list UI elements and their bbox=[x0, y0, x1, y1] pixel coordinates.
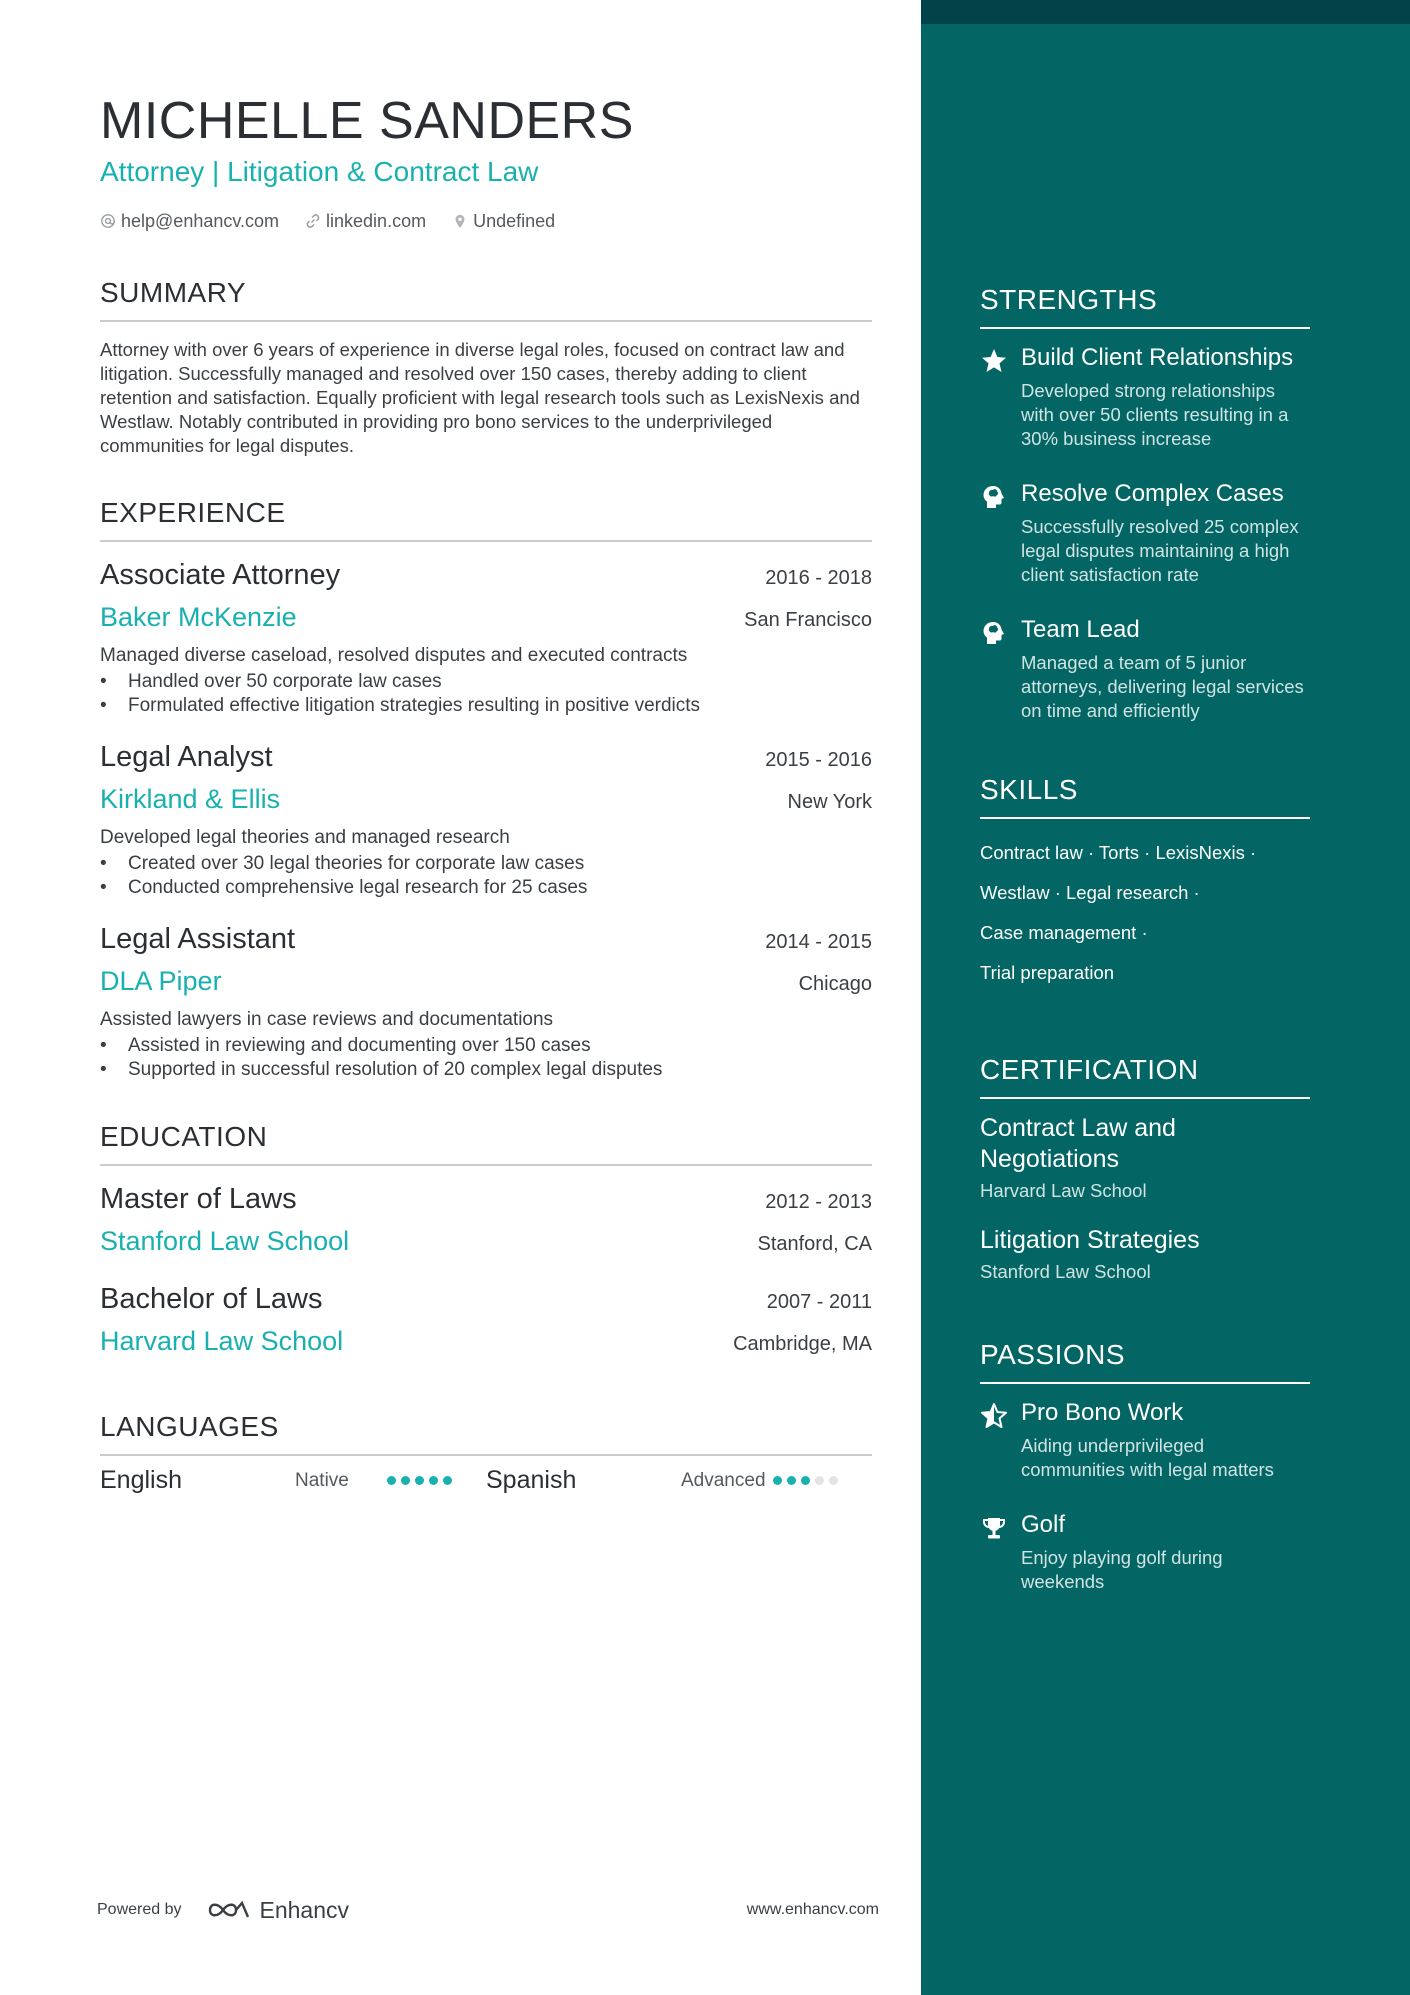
language-name: Spanish bbox=[486, 1466, 577, 1494]
strength-description: Developed strong relationships with over 50 clients resulting in a 30% business increase bbox=[1021, 380, 1289, 449]
degree-title: Master of Laws bbox=[100, 1183, 297, 1215]
passion-description: Enjoy playing golf during weekends bbox=[1021, 1547, 1223, 1592]
rating-dot-filled bbox=[443, 1476, 452, 1485]
job-dates: 2014 - 2015 bbox=[765, 931, 872, 953]
summary-section bbox=[100, 276, 872, 458]
powered-by-label: Powered by bbox=[97, 1901, 182, 1918]
rating-dot-empty bbox=[815, 1476, 824, 1485]
language-item bbox=[100, 1466, 486, 1495]
job-bullet: • Conducted comprehensive legal research for 25 cases bbox=[128, 876, 872, 900]
experience-section bbox=[100, 496, 872, 1082]
contact-location-text: Undefined bbox=[473, 211, 556, 231]
experience-title: EXPERIENCE bbox=[100, 496, 872, 542]
job-description: Managed diverse caseload, resolved disputes and executed contracts bbox=[100, 645, 688, 666]
job-entry bbox=[100, 920, 872, 1082]
language-level: Native bbox=[295, 1469, 349, 1491]
rating-dot-filled bbox=[387, 1476, 396, 1485]
location-pin-icon bbox=[452, 213, 468, 229]
job-company: Baker McKenzie bbox=[100, 602, 297, 632]
job-bullet: • Created over 30 legal theories for corporate law cases bbox=[128, 852, 872, 876]
rating-dot-filled bbox=[429, 1476, 438, 1485]
rating-dot-filled bbox=[401, 1476, 410, 1485]
school-name: Harvard Law School bbox=[100, 1326, 344, 1356]
contact-email[interactable] bbox=[100, 208, 279, 234]
language-name: English bbox=[100, 1466, 182, 1494]
certification-section bbox=[980, 1053, 1310, 1284]
skills-section bbox=[980, 773, 1310, 993]
education-title: EDUCATION bbox=[100, 1120, 872, 1166]
job-description: Developed legal theories and managed research bbox=[100, 827, 510, 848]
summary-title: SUMMARY bbox=[100, 276, 872, 322]
job-company: DLA Piper bbox=[100, 966, 222, 996]
sidebar-top-strip bbox=[921, 0, 1410, 24]
language-item bbox=[486, 1466, 872, 1495]
enhancv-brand[interactable] bbox=[206, 1897, 350, 1924]
school-location: Stanford, CA bbox=[757, 1233, 872, 1255]
candidate-headline: Attorney | Litigation & Contract Law bbox=[100, 156, 539, 187]
school-location: Cambridge, MA bbox=[733, 1333, 872, 1355]
job-bullets bbox=[100, 1034, 872, 1082]
candidate-name: MICHELLE SANDERS bbox=[100, 92, 634, 150]
language-rating bbox=[387, 1476, 452, 1485]
skills-title: SKILLS bbox=[980, 773, 1310, 819]
star-icon bbox=[980, 347, 1008, 375]
half-star-icon bbox=[980, 1402, 1008, 1430]
skills-list bbox=[980, 833, 1310, 993]
head-brain-icon bbox=[980, 483, 1008, 511]
language-rating bbox=[773, 1476, 838, 1485]
degree-title: Bachelor of Laws bbox=[100, 1283, 323, 1315]
strength-description: Successfully resolved 25 complex legal disputes maintaining a high client satisfaction rate bbox=[1021, 516, 1299, 585]
strength-item bbox=[980, 343, 1310, 451]
certification-item bbox=[980, 1113, 1310, 1203]
languages-section bbox=[100, 1410, 872, 1495]
job-location: Chicago bbox=[798, 973, 872, 995]
summary-text: Attorney with over 6 years of experience in diverse legal roles, focused on contract law and litigation. Successfully managed and resolved over 150 cases, thereby adding to client retention and satisfaction. Equally proficient with legal research tools such as LexisNexis and Westlaw. Notably contributed in providing pro bono services to the underprivileged communities for legal disputes. bbox=[100, 339, 860, 456]
job-location: San Francisco bbox=[744, 609, 872, 631]
rating-dot-filled bbox=[773, 1476, 782, 1485]
strengths-section bbox=[980, 283, 1310, 723]
education-section bbox=[100, 1120, 872, 1360]
sidebar-column bbox=[980, 283, 1310, 1594]
job-bullet: • Formulated effective litigation strategies resulting in positive verdicts bbox=[128, 694, 872, 718]
skill-line: Case management · bbox=[980, 922, 1148, 943]
link-icon bbox=[305, 213, 321, 229]
job-bullet: • Supported in successful resolution of 20 complex legal disputes bbox=[128, 1058, 872, 1082]
strength-item bbox=[980, 479, 1310, 587]
strength-title: Team Lead bbox=[1021, 616, 1140, 643]
strengths-title: STRENGTHS bbox=[980, 283, 1310, 329]
job-entry bbox=[100, 556, 872, 718]
job-bullet: • Assisted in reviewing and documenting over 150 cases bbox=[128, 1034, 872, 1058]
job-entry bbox=[100, 738, 872, 900]
education-entry bbox=[100, 1280, 872, 1360]
contact-email-text: help@enhancv.com bbox=[121, 211, 280, 231]
contact-location bbox=[452, 208, 555, 234]
enhancv-brand-text: Enhancv bbox=[259, 1896, 350, 1923]
passion-title: Pro Bono Work bbox=[1021, 1399, 1184, 1426]
passion-item bbox=[980, 1398, 1310, 1482]
strength-item bbox=[980, 615, 1310, 723]
skill-line: Westlaw · Legal research · bbox=[980, 882, 1200, 903]
job-title: Legal Analyst bbox=[100, 741, 273, 773]
passion-item bbox=[980, 1510, 1310, 1594]
skill-line: Contract law · Torts · LexisNexis · bbox=[980, 842, 1257, 863]
job-dates: 2016 - 2018 bbox=[765, 567, 872, 589]
certification-issuer: Stanford Law School bbox=[980, 1261, 1151, 1282]
rating-dot-filled bbox=[787, 1476, 796, 1485]
education-dates: 2007 - 2011 bbox=[766, 1291, 872, 1313]
languages-title: LANGUAGES bbox=[100, 1410, 872, 1456]
passions-section bbox=[980, 1338, 1310, 1594]
job-location: New York bbox=[787, 791, 872, 813]
strength-title: Build Client Relationships bbox=[1021, 344, 1294, 371]
enhancv-logo-icon bbox=[206, 1899, 252, 1921]
education-dates: 2012 - 2013 bbox=[765, 1191, 872, 1213]
certification-item bbox=[980, 1225, 1310, 1284]
trophy-icon bbox=[980, 1514, 1008, 1542]
job-dates: 2015 - 2016 bbox=[765, 749, 872, 771]
passions-title: PASSIONS bbox=[980, 1338, 1310, 1384]
job-bullet: • Handled over 50 corporate law cases bbox=[128, 670, 872, 694]
contact-linkedin[interactable] bbox=[305, 208, 426, 234]
contact-row bbox=[100, 208, 872, 234]
skill-line: Trial preparation bbox=[980, 962, 1115, 983]
footer bbox=[97, 1895, 879, 1925]
contact-linkedin-text: linkedin.com bbox=[326, 211, 427, 231]
rating-dot-filled bbox=[415, 1476, 424, 1485]
education-entry bbox=[100, 1180, 872, 1260]
certification-title: CERTIFICATION bbox=[980, 1053, 1310, 1099]
school-name: Stanford Law School bbox=[100, 1226, 350, 1256]
job-company: Kirkland & Ellis bbox=[100, 784, 281, 814]
job-bullets bbox=[100, 670, 872, 718]
footer-url[interactable]: www.enhancv.com bbox=[746, 1901, 879, 1918]
strength-title: Resolve Complex Cases bbox=[1021, 480, 1284, 507]
certification-issuer: Harvard Law School bbox=[980, 1180, 1147, 1201]
rating-dot-filled bbox=[801, 1476, 810, 1485]
certification-name: Contract Law and Negotiations bbox=[980, 1114, 1176, 1173]
at-icon bbox=[100, 213, 116, 229]
passion-title: Golf bbox=[1021, 1511, 1066, 1538]
head-brain-icon bbox=[980, 619, 1008, 647]
language-level: Advanced bbox=[681, 1469, 766, 1491]
strength-description: Managed a team of 5 junior attorneys, delivering legal services on time and efficiently bbox=[1021, 652, 1304, 721]
language-list bbox=[100, 1466, 872, 1495]
certification-name: Litigation Strategies bbox=[980, 1226, 1200, 1254]
rating-dot-empty bbox=[829, 1476, 838, 1485]
job-title: Associate Attorney bbox=[100, 559, 341, 591]
main-column bbox=[100, 80, 872, 1495]
passion-description: Aiding underprivileged communities with legal matters bbox=[1021, 1435, 1274, 1480]
job-title: Legal Assistant bbox=[100, 923, 296, 955]
job-description: Assisted lawyers in case reviews and documentations bbox=[100, 1009, 554, 1030]
job-bullets bbox=[100, 852, 872, 900]
